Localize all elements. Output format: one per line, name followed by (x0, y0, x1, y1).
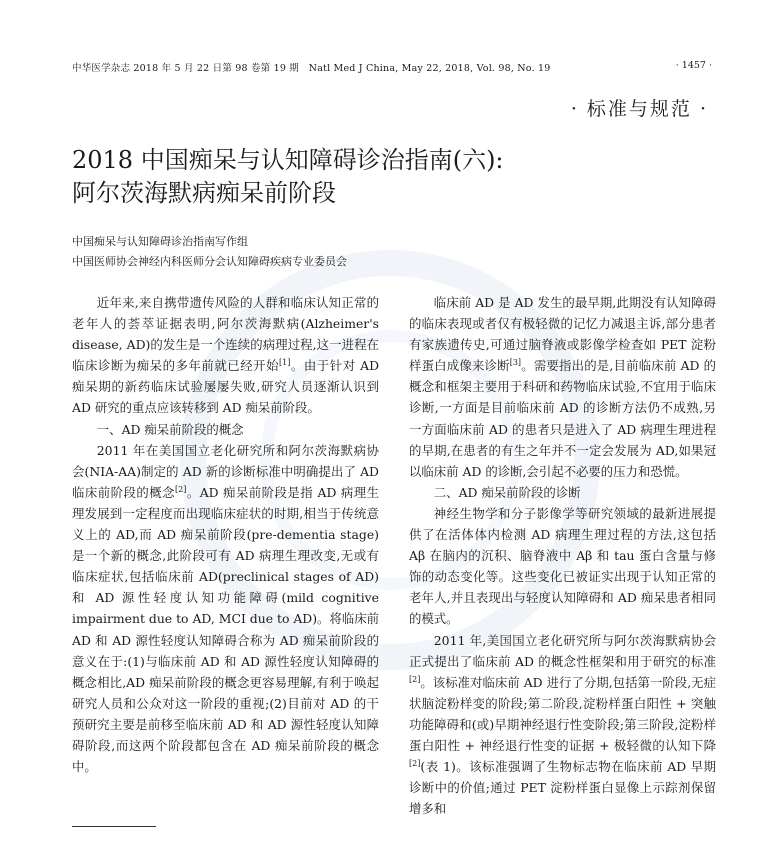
section-heading-1: 一、AD 痴呆前阶段的概念 (96, 421, 244, 437)
citation-ref[interactable]: [2] (409, 758, 421, 768)
citation-ref[interactable]: [3] (509, 358, 522, 368)
section-heading-2: 二、AD 痴呆前阶段的诊断 (433, 484, 581, 500)
page-number: · 1457 · (675, 60, 712, 71)
article-title (72, 144, 712, 210)
footnote-rule (72, 826, 156, 827)
title-line-2: 阿尔茨海默病痴呆前阶段 (72, 179, 336, 207)
running-head: 中华医学杂志 2018 年 5 月 22 日第 98 卷第 19 期 Natl Med J China, May 22, 2018, Vol. 98, No. 19 (72, 63, 551, 74)
paragraph-intro: 近年来,来自携带遗传风险的人群和临床认知正常的老年人的荟萃证据表明,阿尔茨海默病(Alzheimer's disease, AD)的发生是一个连续的病理过程,这一进程在临床诊断为痴呆的多年前就已经开始[1]。由于针对 AD 痴呆期的新药临床试验屡屡失败,研究人员逐渐认识到 AD 研究的重点应该转移到 AD 痴呆前阶段。 (72, 295, 380, 416)
paragraph-preclinical: 临床前 AD 是 AD 发生的最早期,此期没有认知障碍的临床表现或者仅有极轻微的记忆力减退主诉,部分患者有家族遗传史,可通过脑脊液或影像学检查如 PET 淀粉样蛋白成像来诊断[3]。需要指出的是,目前临床前 AD 的概念和框架主要用于科研和药物临床试验,不宜用于临床诊断,一方面是目前临床前 AD 的诊断方法仍不成熟,另一方面临床前 AD 的患者只是进入了 AD 病理生理进程的早期,在患者的有生之年并不一定会发展为 AD,如果冠以临床前 AD 的诊断,会引起不必要的压力和恐慌。 (409, 295, 717, 479)
author-block (72, 232, 712, 272)
body-column-left (72, 292, 379, 777)
citation-ref[interactable]: [2] (409, 674, 421, 684)
citation-ref[interactable]: [1] (279, 358, 291, 368)
author-group-2: 中国医师协会神经内科医师分会认知障碍疾病专业委员会 (72, 255, 347, 268)
paragraph-biomarkers: 神经生物学和分子影像学等研究领域的最新进展提供了在活体体内检测 AD 病理生理过程的方法,这包括 Aβ 在脑内的沉积、脑脊液中 Aβ 和 tau 蛋白含量与修饰的动态变化等。这些变化已被证实出现于认知正常的老年人,并且表现出与轻度认知障碍和 AD 痴呆患者相同的模式。 (409, 505, 716, 627)
paragraph-criteria: 2011 年,美国国立老化研究所与阿尔茨海默病协会正式提出了临床前 AD 的概念性框架和用于研究的标准[2]。该标准对临床前 AD 进行了分期,包括第一阶段,无症状脑淀粉样变的阶段;第二阶段,淀粉样蛋白阳性 + 突触功能障碍和(或)早期神经退行性变阶段;第三阶段,淀粉样蛋白阳性 + 神经退行性变的证据 + 极轻微的认知下降[2](表 1)。该标准强调了生物标志物在临床前 AD 早期诊断中的价值;通过 PET 淀粉样蛋白显像上示踪剂保留增多和 (409, 632, 716, 817)
section-label: · 标准与规范 · (570, 98, 708, 120)
title-line-1: 2018 中国痴呆与认知障碍诊治指南(六): (72, 146, 504, 174)
paragraph-concept: 2011 年在美国国立老化研究所和阿尔茨海默病协会(NIA-AA)制定的 AD 新的诊断标准中明确提出了 AD 临床前阶段的概念[2]。AD 痴呆前阶段是指 AD 病理生理发展到一定程度而出现临床症状的时期,相当于传统意义上的 AD,而 AD 痴呆前阶段(pre-dementia stage)是一个新的概念,此阶段可有 AD 病理生理改变,无或有临床症状,包括临床前 AD(preclinical stages of AD)和 AD 源性轻度认知功能障碍(mild cognitive impairment due to AD, MCI due to AD)。将临床前 AD 和 AD 源性轻度认知障碍合称为 AD 痴呆前阶段的意义在于:(1)与临床前 AD 和 AD 源性轻度认知障碍的概念相比,AD 痴呆前阶段的概念更容易理解,有利于唤起研究人员和公众对这一阶段的重视;(2)目前对 AD 的干预研究主要是前移至临床前 AD 和 AD 源性轻度认知障碍阶段,而这两个阶段都包含在 AD 痴呆前阶段的概念中。 (72, 442, 380, 775)
citation-ref[interactable]: [2] (175, 484, 187, 494)
body-column-right (409, 292, 716, 819)
author-group-1: 中国痴呆与认知障碍诊治指南写作组 (72, 235, 248, 248)
